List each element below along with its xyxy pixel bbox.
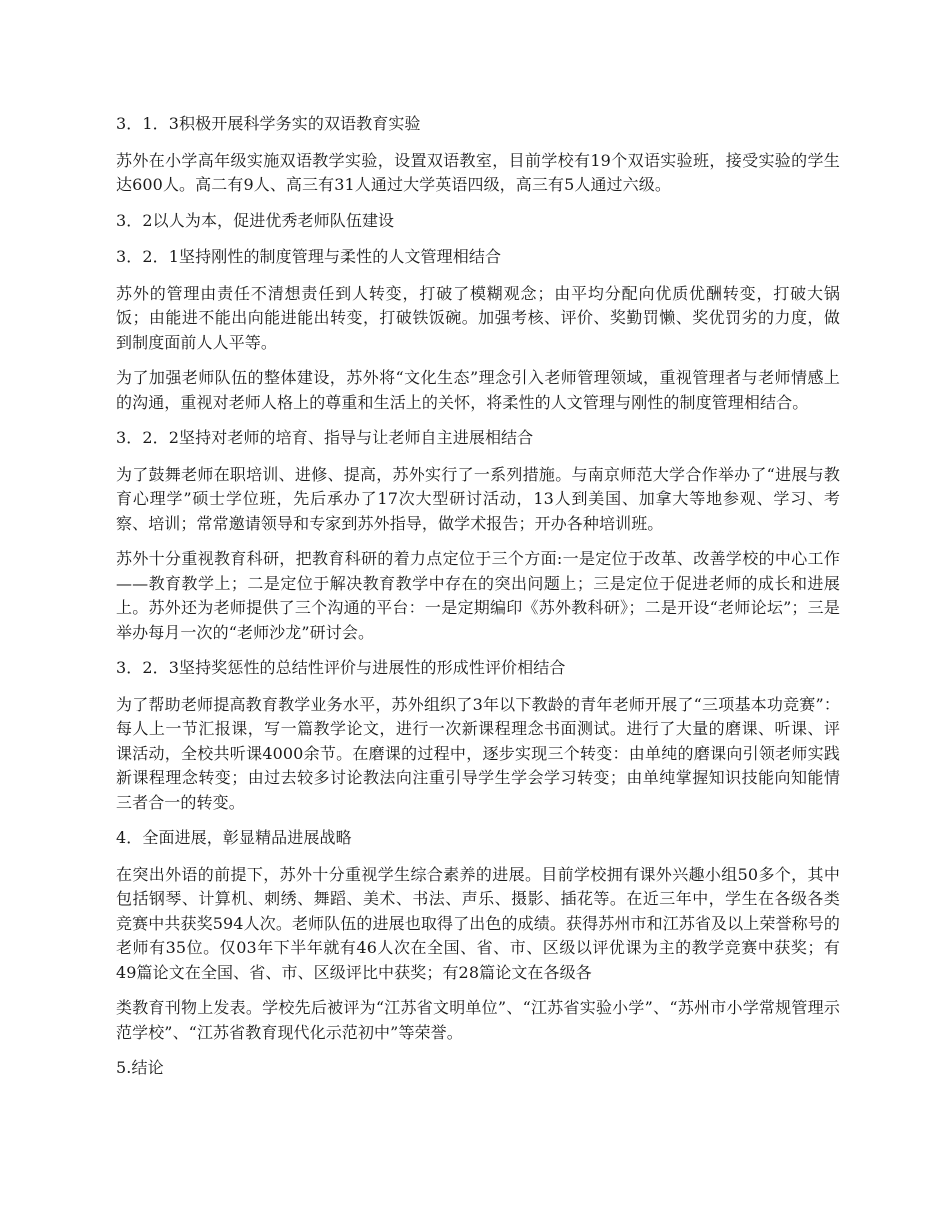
section-heading-4: 4．全面进展，彰显精品进展战略 (116, 828, 352, 847)
paragraph-school-honors: 类教育刊物上发表。学校先后被评为“江苏省文明单位”、“江苏省实验小学”、“苏州市小学常规管理示范学校”、“江苏省教育现代化示范初中”等荣誉。 (116, 998, 840, 1042)
paragraph-bilingual-experiment: 苏外在小学高年级实施双语教学实验，设置双语教室，目前学校有19个双语实验班，接受实验的学生达600人。高二有9人、高三有31人通过大学英语四级，高三有5人通过六级。 (116, 150, 840, 194)
paragraph-teacher-competition: 为了帮助老师提高教育教学业务水平，苏外组织了3年以下教龄的青年老师开展了“三项基本功竞赛”：每人上一节汇报课，写一篇教学论文，进行一次新课程理念书面测试。进行了大量的磨课、听课、评课活动，全校共听课4000余节。在磨课的过程中，逐步实现三个转变：由单纯的磨课向引领老师实践新课程理念转变；由过去较多讨论教法向注重引导学生学会学习转变；由单纯掌握知识技能向知能情三者合一的转变。 (116, 694, 840, 812)
section-heading-3-2-2: 3．2．2坚持对老师的培育、指导与让老师自主进展相结合 (116, 428, 534, 447)
paragraph-culture-ecology: 为了加强老师队伍的整体建设，苏外将“文化生态”理念引入老师管理领域，重视管理者与老师情感上的沟通，重视对老师人格上的尊重和生活上的关怀，将柔性的人文管理与刚性的制度管理相结合。 (116, 368, 840, 412)
section-heading-5: 5.结论 (116, 1058, 164, 1077)
section-heading-3-2: 3．2以人为本，促进优秀老师队伍建设 (116, 210, 395, 230)
paragraph-management-reform: 苏外的管理由责任不清想责任到人转变，打破了模糊观念；由平均分配向优质优酬转变，打破大锅饭；由能进不能出向能进能出转变，打破铁饭碗。加强考核、评价、奖勤罚懒、奖优罚劣的力度，做到制度面前人人平等。 (116, 283, 840, 352)
section-heading-3-2-1: 3．2．1坚持刚性的制度管理与柔性的人文管理相结合 (116, 247, 502, 266)
paragraph-teacher-training: 为了鼓舞老师在职培训、进修、提高，苏外实行了一系列措施。与南京师范大学合作举办了“进展与教育心理学”硕士学位班，先后承办了17次大型研讨活动，13人到美国、加拿大等地参观、学习、考察、培训；常常邀请领导和专家到苏外指导，做学术报告；开办各种培训班。 (116, 464, 840, 533)
paragraph-education-research: 苏外十分重视教育科研，把教育科研的着力点定位于三个方面:一是定位于改革、改善学校的中心工作——教育教学上；二是定位于解决教育教学中存在的突出问题上；三是定位于促进老师的成长和进展上。苏外还为老师提供了三个沟通的平台：一是定期编印《苏外教科研》；二是开设“老师论坛”；三是举办每月一次的“老师沙龙”研讨会。 (116, 549, 840, 642)
document-page (116, 112, 840, 1093)
paragraph-student-development: 在突出外语的前提下，苏外十分重视学生综合素养的进展。目前学校拥有课外兴趣小组50多个，其中包括钢琴、计算机、刺绣、舞蹈、美术、书法、声乐、摄影、插花等。在近三年中，学生在各级各类竞赛中共获奖594人次。老师队伍的进展也取得了出色的成绩。获得苏州市和江苏省及以上荣誉称号的老师有35位。仅03年下半年就有46人次在全国、省、市、区级以评优课为主的教学竞赛中获奖；有49篇论文在全国、省、市、区级评比中获奖；有28篇论文在各级各 (116, 864, 840, 982)
section-heading-3-2-3: 3．2．3坚持奖惩性的总结性评价与进展性的形成性评价相结合 (116, 658, 566, 677)
section-heading-3-1-3: 3．1．3积极开展科学务实的双语教育实验 (116, 114, 421, 133)
